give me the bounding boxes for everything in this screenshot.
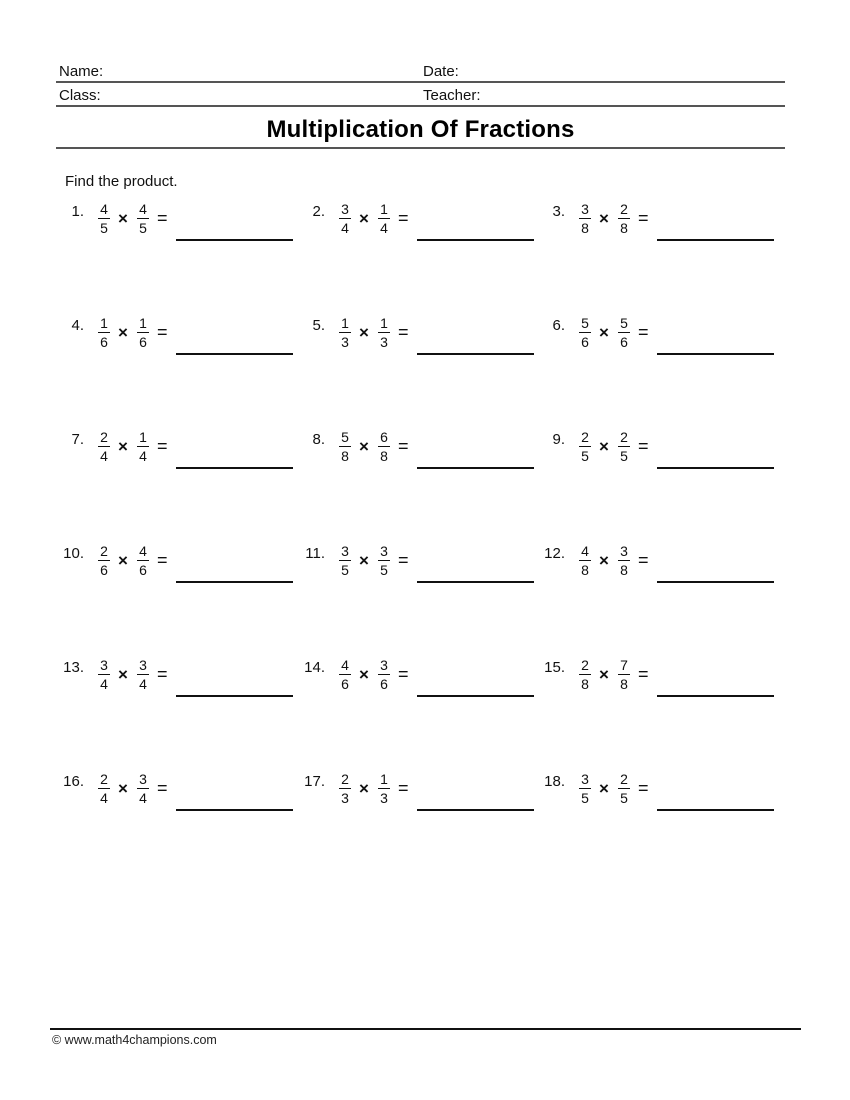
- problem-13: [42, 657, 282, 707]
- denominator: 5: [620, 448, 628, 464]
- denominator: 3: [341, 790, 349, 806]
- equals-sign: =: [398, 664, 409, 684]
- denominator: 6: [620, 334, 628, 350]
- multiply-sign: ×: [359, 551, 369, 570]
- fraction-a: [578, 201, 592, 236]
- fraction-a: [97, 657, 111, 692]
- problem-number: 7.: [71, 431, 84, 448]
- multiply-sign: ×: [359, 665, 369, 684]
- header-row-class-teacher: [56, 81, 785, 107]
- denominator: 4: [139, 448, 147, 464]
- problem-number: 17.: [304, 773, 325, 790]
- fraction-bar: [618, 674, 630, 675]
- fraction-b: [617, 429, 631, 464]
- fraction-a: [578, 771, 592, 806]
- equals-sign: =: [638, 664, 649, 684]
- numerator: 3: [139, 657, 147, 673]
- numerator: 3: [139, 771, 147, 787]
- multiply-sign: ×: [118, 665, 128, 684]
- numerator: 1: [100, 315, 108, 331]
- multiply-sign: ×: [359, 209, 369, 228]
- fraction-a: [578, 543, 592, 578]
- fraction-bar: [618, 560, 630, 561]
- numerator: 2: [620, 771, 628, 787]
- fraction-a: [97, 315, 111, 350]
- problem-number: 14.: [304, 659, 325, 676]
- answer-blank[interactable]: [176, 353, 293, 355]
- fraction-bar: [98, 218, 110, 219]
- equals-sign: =: [638, 322, 649, 342]
- numerator: 3: [380, 657, 388, 673]
- answer-blank[interactable]: [176, 581, 293, 583]
- equals-sign: =: [638, 208, 649, 228]
- class-label: Class:: [59, 87, 101, 104]
- problem-8: [283, 429, 523, 479]
- numerator: 5: [581, 315, 589, 331]
- fraction-a: [578, 429, 592, 464]
- fraction-a: [338, 657, 352, 692]
- problem-number: 11.: [305, 545, 325, 562]
- numerator: 5: [341, 429, 349, 445]
- denominator: 6: [100, 334, 108, 350]
- fraction-a: [97, 771, 111, 806]
- multiply-sign: ×: [599, 665, 609, 684]
- fraction-b: [617, 315, 631, 350]
- denominator: 6: [139, 562, 147, 578]
- fraction-a: [97, 429, 111, 464]
- equals-sign: =: [638, 436, 649, 456]
- answer-blank[interactable]: [417, 353, 534, 355]
- fraction-b: [136, 201, 150, 236]
- problem-number: 2.: [312, 203, 325, 220]
- denominator: 3: [380, 790, 388, 806]
- problem-number: 10.: [63, 545, 84, 562]
- fraction-bar: [339, 446, 351, 447]
- answer-blank[interactable]: [417, 239, 534, 241]
- numerator: 4: [139, 543, 147, 559]
- problem-11: [283, 543, 523, 593]
- answer-blank[interactable]: [657, 581, 774, 583]
- fraction-bar: [579, 788, 591, 789]
- fraction-bar: [137, 788, 149, 789]
- fraction-a: [338, 543, 352, 578]
- fraction-bar: [98, 332, 110, 333]
- fraction-bar: [378, 674, 390, 675]
- fraction-b: [136, 657, 150, 692]
- fraction-bar: [618, 218, 630, 219]
- fraction-b: [617, 657, 631, 692]
- denominator: 4: [100, 676, 108, 692]
- multiply-sign: ×: [599, 323, 609, 342]
- fraction-b: [377, 315, 391, 350]
- multiply-sign: ×: [118, 437, 128, 456]
- problem-number: 4.: [71, 317, 84, 334]
- problem-15: [523, 657, 763, 707]
- numerator: 3: [581, 201, 589, 217]
- equals-sign: =: [398, 550, 409, 570]
- numerator: 1: [139, 315, 147, 331]
- equals-sign: =: [638, 778, 649, 798]
- fraction-bar: [579, 446, 591, 447]
- problem-number: 12.: [544, 545, 565, 562]
- equals-sign: =: [398, 322, 409, 342]
- problem-17: [283, 771, 523, 821]
- fraction-b: [377, 429, 391, 464]
- multiply-sign: ×: [118, 209, 128, 228]
- fraction-a: [338, 771, 352, 806]
- denominator: 5: [100, 220, 108, 236]
- problem-16: [42, 771, 282, 821]
- fraction-bar: [618, 332, 630, 333]
- numerator: 2: [341, 771, 349, 787]
- numerator: 2: [620, 201, 628, 217]
- fraction-bar: [137, 560, 149, 561]
- title-divider: [56, 147, 785, 149]
- denominator: 8: [620, 220, 628, 236]
- equals-sign: =: [157, 322, 168, 342]
- denominator: 5: [380, 562, 388, 578]
- answer-blank[interactable]: [657, 239, 774, 241]
- numerator: 3: [341, 201, 349, 217]
- fraction-bar: [339, 332, 351, 333]
- multiply-sign: ×: [599, 779, 609, 798]
- fraction-bar: [98, 446, 110, 447]
- numerator: 5: [620, 315, 628, 331]
- fraction-b: [136, 771, 150, 806]
- answer-blank[interactable]: [657, 695, 774, 697]
- fraction-bar: [618, 788, 630, 789]
- name-label: Name:: [59, 63, 104, 80]
- fraction-a: [338, 429, 352, 464]
- answer-blank[interactable]: [176, 809, 293, 811]
- fraction-bar: [98, 674, 110, 675]
- denominator: 5: [341, 562, 349, 578]
- denominator: 8: [581, 220, 589, 236]
- denominator: 6: [139, 334, 147, 350]
- footer-copyright: © www.math4champions.com: [52, 1033, 217, 1047]
- denominator: 5: [620, 790, 628, 806]
- fraction-b: [377, 201, 391, 236]
- numerator: 2: [100, 771, 108, 787]
- equals-sign: =: [638, 550, 649, 570]
- teacher-label: Teacher:: [423, 87, 481, 104]
- numerator: 1: [341, 315, 349, 331]
- multiply-sign: ×: [599, 209, 609, 228]
- denominator: 8: [581, 676, 589, 692]
- denominator: 6: [341, 676, 349, 692]
- numerator: 6: [380, 429, 388, 445]
- instructions: Find the product.: [65, 173, 178, 190]
- fraction-b: [136, 315, 150, 350]
- equals-sign: =: [398, 436, 409, 456]
- fraction-b: [617, 771, 631, 806]
- problem-number: 5.: [312, 317, 325, 334]
- fraction-b: [377, 657, 391, 692]
- problem-3: [523, 201, 763, 251]
- numerator: 2: [100, 429, 108, 445]
- problem-18: [523, 771, 763, 821]
- answer-blank[interactable]: [417, 695, 534, 697]
- denominator: 6: [100, 562, 108, 578]
- fraction-a: [338, 315, 352, 350]
- problem-14: [283, 657, 523, 707]
- fraction-bar: [579, 560, 591, 561]
- multiply-sign: ×: [359, 323, 369, 342]
- fraction-b: [136, 543, 150, 578]
- problem-10: [42, 543, 282, 593]
- problem-number: 1.: [71, 203, 84, 220]
- numerator: 2: [581, 657, 589, 673]
- fraction-a: [578, 657, 592, 692]
- problem-4: [42, 315, 282, 365]
- answer-blank[interactable]: [417, 809, 534, 811]
- multiply-sign: ×: [359, 437, 369, 456]
- denominator: 4: [139, 676, 147, 692]
- equals-sign: =: [157, 208, 168, 228]
- problem-number: 6.: [552, 317, 565, 334]
- equals-sign: =: [157, 436, 168, 456]
- numerator: 1: [380, 201, 388, 217]
- equals-sign: =: [157, 778, 168, 798]
- answer-blank[interactable]: [417, 581, 534, 583]
- fraction-bar: [98, 788, 110, 789]
- fraction-bar: [339, 674, 351, 675]
- answer-blank[interactable]: [657, 809, 774, 811]
- fraction-bar: [579, 332, 591, 333]
- answer-blank[interactable]: [657, 467, 774, 469]
- answer-blank[interactable]: [657, 353, 774, 355]
- footer-divider: [50, 1028, 801, 1030]
- problem-number: 9.: [552, 431, 565, 448]
- denominator: 3: [341, 334, 349, 350]
- denominator: 8: [620, 562, 628, 578]
- page-title: Multiplication Of Fractions: [266, 116, 575, 143]
- fraction-b: [377, 543, 391, 578]
- problem-12: [523, 543, 763, 593]
- problem-1: [42, 201, 282, 251]
- problem-number: 18.: [544, 773, 565, 790]
- equals-sign: =: [157, 550, 168, 570]
- problem-6: [523, 315, 763, 365]
- numerator: 3: [620, 543, 628, 559]
- numerator: 4: [581, 543, 589, 559]
- fraction-bar: [137, 674, 149, 675]
- fraction-a: [97, 201, 111, 236]
- fraction-bar: [378, 788, 390, 789]
- denominator: 4: [139, 790, 147, 806]
- denominator: 3: [380, 334, 388, 350]
- numerator: 3: [341, 543, 349, 559]
- numerator: 1: [380, 771, 388, 787]
- fraction-bar: [378, 446, 390, 447]
- fraction-b: [377, 771, 391, 806]
- fraction-bar: [137, 218, 149, 219]
- problem-5: [283, 315, 523, 365]
- answer-blank[interactable]: [417, 467, 534, 469]
- problem-7: [42, 429, 282, 479]
- fraction-b: [136, 429, 150, 464]
- denominator: 8: [341, 448, 349, 464]
- numerator: 1: [380, 315, 388, 331]
- problem-number: 13.: [63, 659, 84, 676]
- numerator: 2: [620, 429, 628, 445]
- fraction-a: [97, 543, 111, 578]
- denominator: 4: [100, 448, 108, 464]
- fraction-bar: [339, 218, 351, 219]
- multiply-sign: ×: [599, 437, 609, 456]
- fraction-bar: [378, 560, 390, 561]
- multiply-sign: ×: [359, 779, 369, 798]
- numerator: 7: [620, 657, 628, 673]
- fraction-a: [338, 201, 352, 236]
- multiply-sign: ×: [118, 551, 128, 570]
- problem-number: 15.: [544, 659, 565, 676]
- denominator: 6: [380, 676, 388, 692]
- numerator: 2: [100, 543, 108, 559]
- multiply-sign: ×: [599, 551, 609, 570]
- multiply-sign: ×: [118, 323, 128, 342]
- date-label: Date:: [423, 63, 459, 80]
- numerator: 1: [139, 429, 147, 445]
- numerator: 4: [341, 657, 349, 673]
- problem-2: [283, 201, 523, 251]
- numerator: 4: [139, 201, 147, 217]
- denominator: 4: [380, 220, 388, 236]
- denominator: 8: [620, 676, 628, 692]
- numerator: 3: [380, 543, 388, 559]
- equals-sign: =: [398, 208, 409, 228]
- fraction-b: [617, 201, 631, 236]
- problem-number: 3.: [552, 203, 565, 220]
- fraction-bar: [378, 332, 390, 333]
- numerator: 4: [100, 201, 108, 217]
- numerator: 3: [581, 771, 589, 787]
- fraction-a: [578, 315, 592, 350]
- header-row-name-date: [56, 57, 785, 83]
- answer-blank[interactable]: [176, 467, 293, 469]
- equals-sign: =: [398, 778, 409, 798]
- numerator: 2: [581, 429, 589, 445]
- denominator: 6: [581, 334, 589, 350]
- fraction-bar: [339, 788, 351, 789]
- fraction-bar: [98, 560, 110, 561]
- fraction-bar: [137, 332, 149, 333]
- fraction-bar: [579, 674, 591, 675]
- denominator: 8: [581, 562, 589, 578]
- problem-9: [523, 429, 763, 479]
- denominator: 5: [581, 448, 589, 464]
- equals-sign: =: [157, 664, 168, 684]
- denominator: 4: [341, 220, 349, 236]
- fraction-bar: [378, 218, 390, 219]
- numerator: 3: [100, 657, 108, 673]
- fraction-bar: [579, 218, 591, 219]
- multiply-sign: ×: [118, 779, 128, 798]
- denominator: 5: [139, 220, 147, 236]
- denominator: 4: [100, 790, 108, 806]
- denominator: 5: [581, 790, 589, 806]
- fraction-bar: [339, 560, 351, 561]
- fraction-bar: [137, 446, 149, 447]
- problem-number: 8.: [312, 431, 325, 448]
- problem-number: 16.: [63, 773, 84, 790]
- answer-blank[interactable]: [176, 239, 293, 241]
- fraction-b: [617, 543, 631, 578]
- fraction-bar: [618, 446, 630, 447]
- denominator: 8: [380, 448, 388, 464]
- answer-blank[interactable]: [176, 695, 293, 697]
